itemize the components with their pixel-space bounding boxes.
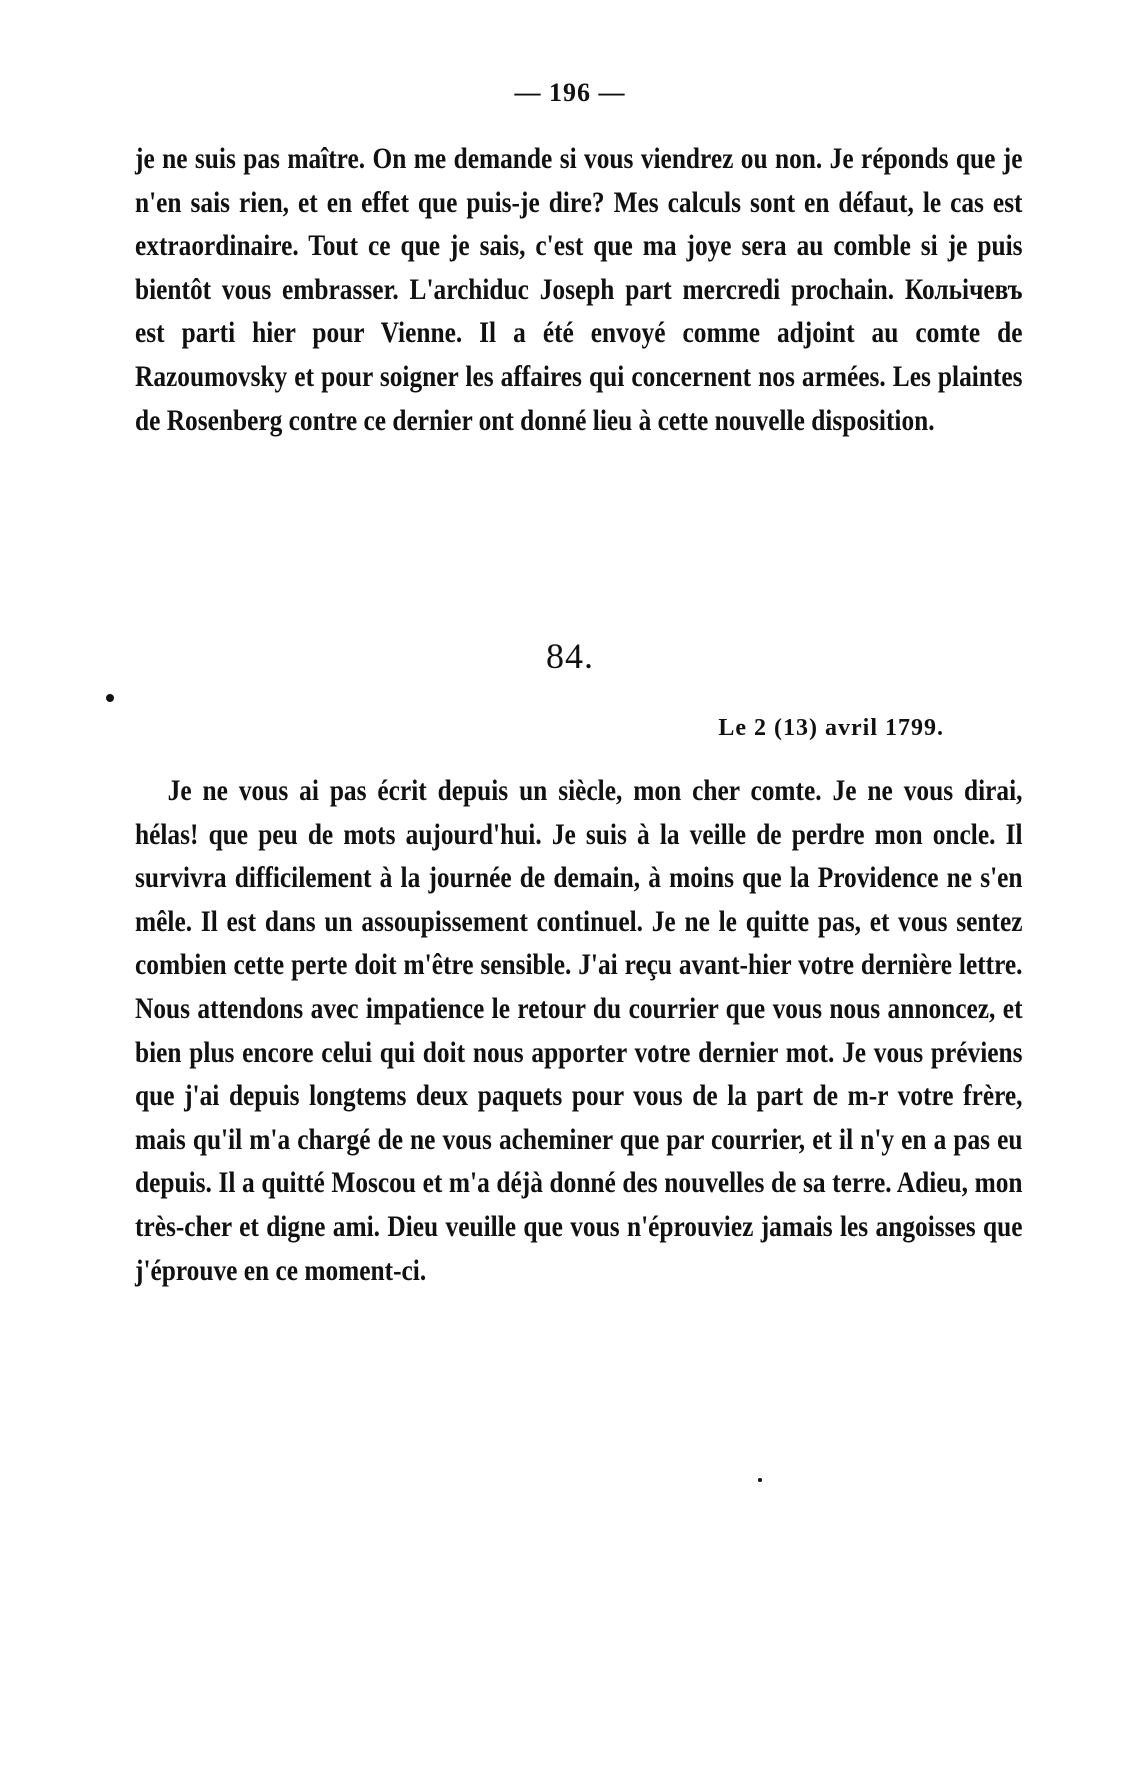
ink-speck	[758, 1478, 762, 1482]
continuation-paragraph: je ne suis pas maître. On me demande si vous viendrez ou non. Je réponds que je n'en sais rien, et en effet que puis-je dire? Mes calculs sont en défaut, le cas est extraordinaire. Tout ce que je sais, c'est que ma joye sera au comble si je puis bientôt vous embrasser. L'archiduc Joseph part mercredi prochain. Кольічевъ est parti hier pour Vienne. Il a été envoyé comme adjoint au comte de Razoumovsky et pour soigner les affaires qui concernent nos armées. Les plaintes de Rosenberg contre ce dernier ont donné lieu à cette nouvelle disposition.	[135, 143, 1023, 437]
letter-number: 84.	[546, 636, 594, 676]
page-number: — 196 —	[514, 78, 626, 107]
letter-body: Je ne vous ai pas écrit depuis un siècle, mon cher comte. Je ne vous dirai, hélas! que peu de mots aujourd'hui. Je suis à la veille de perdre mon oncle. Il survivra difficilement à la journée de demain, à moins que la Providence ne s'en mêle. Il est dans un assoupissement continuel. Je ne le quitte pas, et vous sentez combien cette perte doit m'être sensible. J'ai reçu avant-hier votre dernière lettre. Nous attendons avec impatience le retour du courrier que vous nous annoncez, et bien plus encore celui qui doit nous apporter votre dernier mot. Je vous préviens que j'ai depuis longtems deux paquets pour vous de la part de m-r votre frère, mais qu'il m'a chargé de ne vous acheminer que par courrier, et il n'y en a pas eu depuis. Il a quitté Moscou et m'a déjà donné des nouvelles de sa terre. Adieu, mon très-cher et digne ami. Dieu veuille que vous n'éprouviez jamais les angoisses que j'éprouve en ce moment-ci.	[135, 775, 1023, 1287]
letter-date: Le 2 (13) avril 1799.	[718, 715, 944, 741]
ink-speck	[106, 694, 114, 702]
